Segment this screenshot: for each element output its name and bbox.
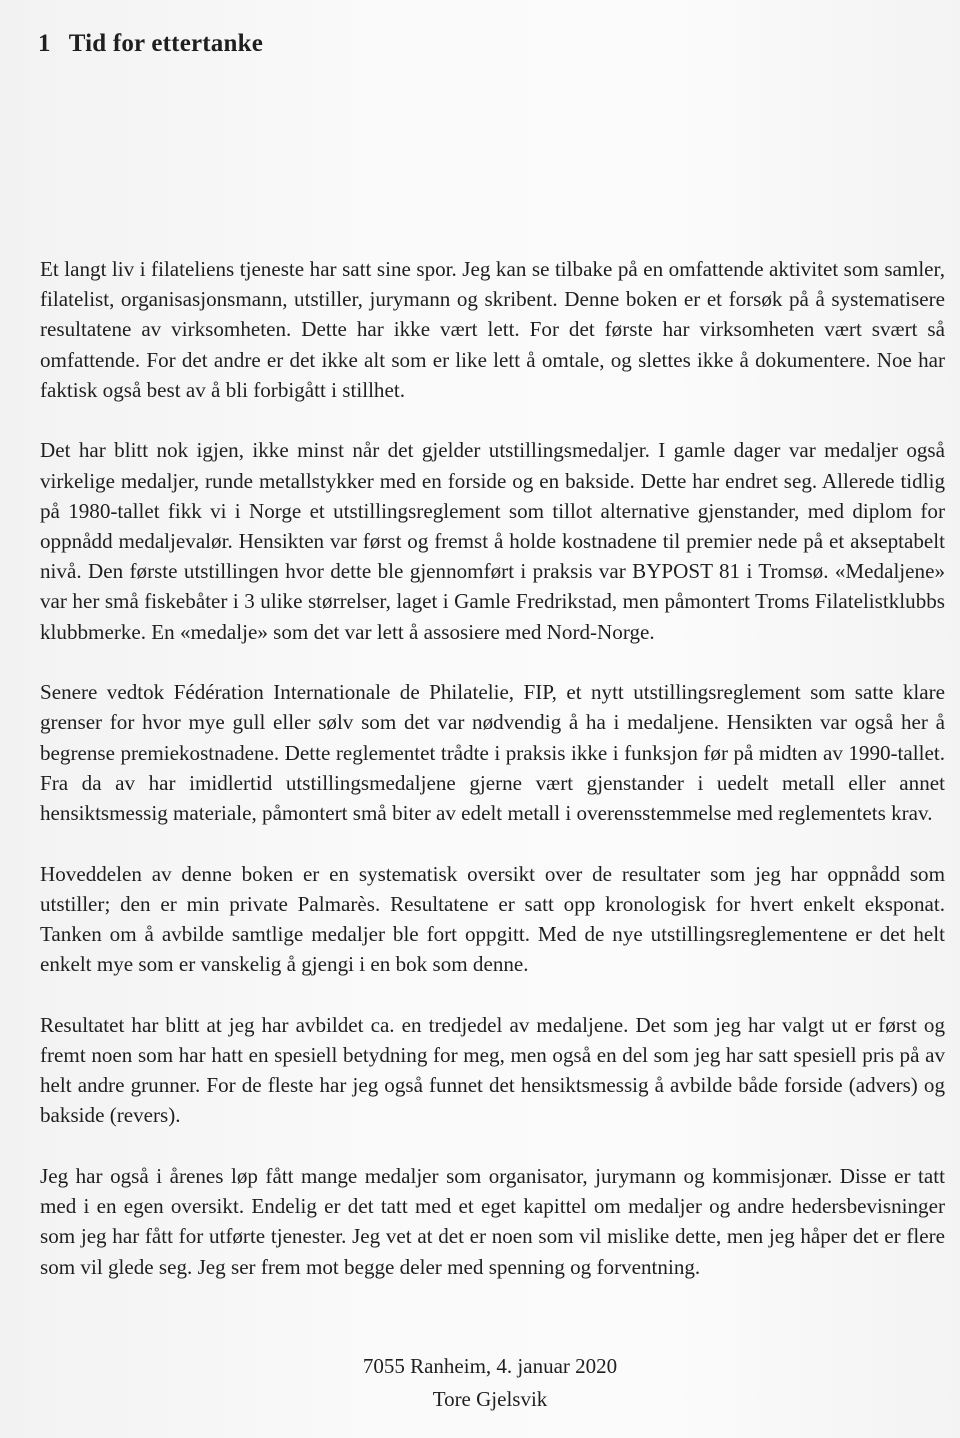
paragraph-4: Hoveddelen av denne boken er en systematisk oversikt over de resultater som jeg har oppnådd som utstiller; den er min private Palmarès. Resultatene er satt opp kronologisk for hvert enkelt eksponat. Tanken om å avbilde samtlige medaljer ble fort oppgitt. Med de nye utstillingsreglementene er det helt enkelt mye som er vanskelig å gjengi i en bok som denne. xyxy=(40,861,945,977)
paragraph-1: Et langt liv i filateliens tjeneste har satt sine spor. Jeg kan se tilbake på en omfattende aktivitet som samler, filatelist, organisasjonsmann, utstiller, jurymann og skribent. Denne boken er et forsøk på å systematisere resultatene av virksomheten. Dette har ikke vært lett. For det første har virksomheten vært svært så omfattende. For det andre er det ikke alt som er like lett å omtale, og slettes ikke å dokumentere. Noe har faktisk også best av å bli forbigått i stillhet. xyxy=(40,257,945,402)
paragraph-5: Resultatet har blitt at jeg har avbildet ca. en tredjedel av medaljene. Det som jeg har valgt ut er først og fremt noen som har hatt en spesiell betydning for meg, men også en del som jeg har satt spesiell pris på av helt andre grunner. For de fleste har jeg også funnet det hensiktsmessig å avbilde både forside (advers) og bakside (revers). xyxy=(40,1012,945,1128)
author-name: Tore Gjelsvik xyxy=(432,1387,548,1411)
chapter-number: 1 xyxy=(38,30,51,57)
paragraph-3: Senere vedtok Fédération Internationale de Philatelie, FIP, et nytt utstillingsreglement som satte klare grenser for hvor mye gull eller sølv som det var nødvendig å ha i medaljene. Hensikten var også her å begrense premiekostnadene. Dette reglementet trådte i praksis ikke i funksjon før på midten av 1990-tallet. Fra da av har imidlertid utstillingsmedaljene gjerne vært gjenstander i uedelt metall eller annet hensiktsmessig materiale, påmontert små biter av edelt metall i overensstemmelse med reglementets krav. xyxy=(40,680,945,826)
chapter-title: Tid for ettertanke xyxy=(68,30,264,57)
paragraph-2: Det har blitt nok igjen, ikke minst når det gjelder utstillingsmedaljer. I gamle dager var medaljer også virkelige medaljer, runde metallstykker med en forside og en bakside. Dette har endret seg. Allerede tidlig på 1980-tallet fikk vi i Norge et utstillingsreglement som tillot alternative gjenstander, med diplom for oppnådd medaljevalør. Hensikten var først og fremst å holde kostnadene til premier nede på et akseptabelt nivå. Den første utstillingen hvor dette ble gjennomført i praksis var BYPOST 81 i Tromsø. «Medaljene» var her små fiskebåter i 3 ulike størrelser, laget i Gamle Fredrikstad, men påmontert Troms Filatelistklubbs klubbmerke. En «medalje» som det var lett å assosiere med Nord-Norge. xyxy=(40,438,945,644)
chapter-heading xyxy=(38,30,263,58)
body-text xyxy=(40,254,945,1312)
place-date: 7055 Ranheim, 4. januar 2020 xyxy=(362,1354,618,1378)
signature-block xyxy=(0,1350,960,1416)
paragraph-6: Jeg har også i årenes løp fått mange medaljer som organisator, jurymann og kommisjonær. Disse er tatt med i en egen oversikt. Endelig er det tatt med et eget kapittel om medaljer og andre hedersbevisninger som jeg har fått for utførte tjenester. Jeg vet at det er noen som vil mislike dette, men jeg håper det er flere som vil glede seg. Jeg ser frem mot begge deler med spenning og forventning. xyxy=(40,1164,945,1279)
